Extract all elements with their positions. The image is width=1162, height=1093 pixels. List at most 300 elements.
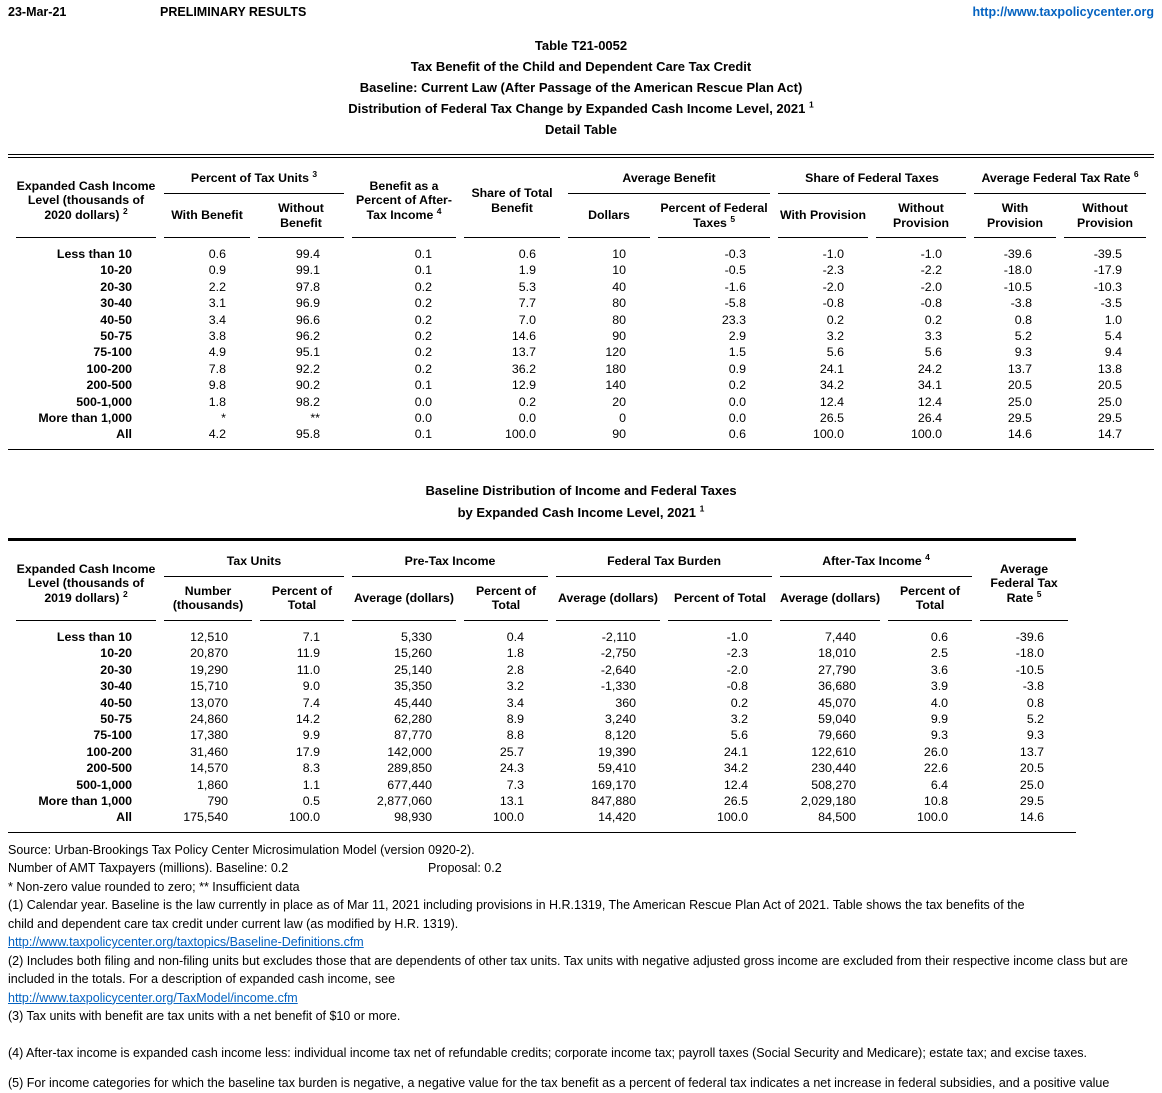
cell-value: 0.2	[730, 695, 749, 710]
col-header-without-provision-share: Without Provision	[876, 194, 966, 238]
cell-value: 3,240	[605, 711, 637, 726]
cell-value: 24.1	[819, 361, 845, 376]
cell-value: 14,420	[598, 810, 637, 825]
cell-value: 3.6	[930, 662, 949, 677]
footnote-2-line-2: included in the totals. For a description of expanded cash income, see	[8, 972, 396, 987]
cell-value: 96.9	[295, 296, 320, 311]
cell-value: 1.8	[208, 394, 226, 409]
cell-value: 26.5	[723, 793, 749, 808]
table-row	[16, 377, 1146, 393]
cell-value: -10.5	[1015, 662, 1045, 677]
cell-value: 0.0	[414, 411, 432, 426]
row-label: 200-500	[86, 378, 132, 393]
cell-value: 7,440	[825, 629, 857, 644]
group-header-percent-tax-units: Percent of Tax Units $^3$	[164, 158, 344, 194]
row-label: 75-100	[93, 728, 132, 743]
cell-value: 0.9	[208, 263, 226, 278]
table-row	[16, 809, 1068, 831]
baseline-distribution-table	[8, 538, 1076, 833]
row-label: 75-100	[93, 345, 132, 360]
cell-value: 34.1	[917, 378, 943, 393]
cell-value: 0.0	[518, 411, 536, 426]
col-header-with-benefit: With Benefit	[164, 194, 250, 238]
row-label: 40-50	[100, 695, 132, 710]
group-header-share-federal-taxes: Share of Federal Taxes	[778, 158, 966, 194]
cell-value: -2,640	[600, 662, 637, 677]
cell-value: 12.9	[511, 378, 536, 393]
table-row	[16, 295, 1146, 311]
col-header-dollars: Dollars	[568, 194, 650, 238]
income-definition-link[interactable]: http://www.taxpolicycenter.org/TaxModel/income.cfm	[8, 990, 298, 1005]
cell-value: 14.7	[1097, 427, 1123, 442]
cell-value: 10.8	[923, 793, 949, 808]
cell-value: 100.0	[288, 810, 320, 825]
cell-value: 7.3	[506, 777, 525, 792]
table-row	[16, 344, 1146, 360]
group-header-pretax-income: Pre-Tax Income	[352, 541, 548, 577]
cell-value: 36.2	[511, 361, 536, 376]
col-header-avg-pretax: Average (dollars)	[352, 577, 456, 621]
cell-value: 5.4	[1104, 329, 1123, 344]
cell-value: 2.2	[208, 279, 226, 294]
row-label: 10-20	[100, 263, 132, 278]
cell-value: 0.6	[208, 247, 226, 261]
group-header-after-tax-income: After-Tax Income $^4$	[780, 541, 972, 577]
cell-value: -2,750	[600, 646, 637, 661]
row-label: More than 1,000	[38, 793, 132, 808]
tax-change-detail-table	[8, 154, 1154, 450]
cell-value: -0.8	[726, 679, 749, 694]
cell-value: 36,680	[818, 679, 857, 694]
col-header-with-provision-rate: With Provision	[974, 194, 1056, 238]
cell-value: 12.4	[723, 777, 749, 792]
footnote-4: (4) After-tax income is expanded cash income less: individual income tax net of refundable credits; corporate income tax; payroll taxes (Social Security and Medicare); estate tax; and excise taxes.	[8, 1045, 1088, 1060]
cell-value: 95.1	[295, 345, 320, 360]
cell-value: 5.6	[826, 345, 845, 360]
cell-value: 23.3	[721, 312, 747, 327]
cell-value: 180	[605, 361, 626, 376]
col-header-percent-total-pretax: Percent of Total	[464, 577, 548, 621]
cell-value: -0.3	[724, 247, 747, 261]
cell-value: 0.2	[414, 296, 432, 311]
col-header-avg-aftertax: Average (dollars)	[780, 577, 880, 621]
title-line-3: Distribution of Federal Tax Change by Expanded Cash Income Level, 2021 $^1$	[348, 99, 814, 116]
cell-value: 29.5	[1019, 793, 1045, 808]
cell-value: 20.5	[1097, 378, 1123, 393]
cell-value: 13.1	[499, 793, 525, 808]
cell-value: 80	[612, 312, 626, 327]
report-date: 23-Mar-21	[8, 5, 67, 19]
row-label: 100-200	[86, 744, 132, 759]
cell-value: 0.2	[414, 345, 432, 360]
table-row	[16, 760, 1068, 776]
cell-value: -10.3	[1093, 279, 1123, 294]
cell-value: 96.2	[295, 329, 320, 344]
cell-value: -0.8	[920, 296, 943, 311]
cell-value: 45,440	[394, 695, 432, 710]
col-header-number-thousands: Number (thousands)	[164, 577, 252, 621]
col-header-with-provision-share: With Provision	[778, 194, 868, 238]
cell-value: 3.3	[924, 329, 943, 344]
cell-value: 122,610	[811, 744, 857, 759]
cell-value: 25,140	[394, 662, 432, 677]
cell-value: 0.2	[414, 329, 432, 344]
site-url-link[interactable]: http://www.taxpolicycenter.org	[972, 5, 1154, 19]
cell-value: 100.0	[917, 810, 949, 825]
cell-value: -39.6	[1015, 629, 1045, 644]
cell-value: 29.5	[1007, 411, 1033, 426]
cell-value: -1.0	[920, 247, 943, 261]
row-label: 20-30	[100, 662, 132, 677]
table-row	[16, 777, 1068, 793]
col-header-benefit-pct-after-tax-income: Benefit as a Percent of After-Tax Income $^4$	[352, 158, 456, 238]
cell-value: 13.7	[1007, 361, 1033, 376]
cell-value: 100.0	[493, 810, 525, 825]
table-row	[16, 328, 1146, 344]
row-label: Less than 10	[56, 629, 132, 644]
cell-value: 9.3	[1014, 345, 1033, 360]
income-definition-link-row	[8, 989, 1154, 1008]
col-header-percent-total-burden: Percent of Total	[668, 577, 772, 621]
cell-value: 1.0	[1104, 312, 1123, 327]
cell-value: 0.1	[414, 378, 432, 393]
cell-value: -2,110	[601, 629, 637, 644]
cell-value: -1,330	[600, 679, 637, 694]
title-line-4: Detail Table	[544, 122, 617, 137]
group-header-avg-federal-tax-rate: Average Federal Tax Rate $^6$	[974, 158, 1146, 194]
row-label: 40-50	[100, 312, 132, 327]
cell-value: 2,029,180	[800, 793, 857, 808]
cell-value: 3.9	[930, 679, 949, 694]
cell-value: 3.2	[826, 329, 845, 344]
cell-value: 3.2	[506, 679, 525, 694]
cell-value: 12,510	[190, 629, 228, 644]
cell-value: 0.5	[302, 793, 320, 808]
cell-value: 17.9	[295, 744, 320, 759]
table-row	[16, 744, 1068, 760]
cell-value: 31,460	[190, 744, 228, 759]
footnote-5: (5) For income categories for which the baseline tax burden is negative, a negative value for the tax benefit as a percent of federal tax indicates a net increase in federal subsidies, and a positive value	[8, 1076, 1110, 1091]
cell-value: 0.6	[728, 427, 747, 442]
cell-value: 11.9	[296, 646, 320, 661]
baseline-title-line-1: Baseline Distribution of Income and Federal Taxes	[425, 482, 737, 498]
cell-value: 92.2	[295, 361, 320, 376]
cell-value: 12.4	[917, 394, 943, 409]
asterisk-note: * Non-zero value rounded to zero; ** Insufficient data	[8, 879, 300, 894]
col-header-percent-federal-taxes: Percent of Federal Taxes $^5$	[658, 194, 770, 238]
table-row	[16, 262, 1146, 278]
cell-value: 230,440	[811, 761, 857, 776]
row-label: Less than 10	[56, 247, 132, 261]
cell-value: 5,330	[400, 629, 432, 644]
cell-value: 18,010	[818, 646, 857, 661]
cell-value: 3.2	[730, 711, 749, 726]
cell-value: 14,570	[190, 761, 228, 776]
cell-value: 0.0	[728, 394, 747, 409]
cell-value: 1.9	[518, 263, 536, 278]
table-row	[16, 621, 1068, 645]
table-row	[16, 678, 1068, 694]
footnote-3: (3) Tax units with benefit are tax units with a net benefit of $10 or more.	[8, 1009, 401, 1024]
cell-value: -39.6	[1003, 247, 1033, 261]
table-row	[16, 361, 1146, 377]
cell-value: 120	[605, 345, 626, 360]
cell-value: 508,270	[811, 777, 857, 792]
cell-value: 12.4	[819, 394, 845, 409]
cell-value: 289,850	[387, 761, 432, 776]
cell-value: 99.1	[295, 263, 320, 278]
table-row	[16, 279, 1146, 295]
title-line-2: Baseline: Current Law (After Passage of the American Rescue Plan Act)	[359, 80, 803, 95]
cell-value: 90	[612, 329, 626, 344]
cell-value: 7.1	[302, 629, 320, 644]
cell-value: 97.8	[295, 279, 320, 294]
cell-value: 5.3	[518, 279, 536, 294]
col-header-income-level-2: Expanded Cash Income Level (thousands of 2019 dollars) $^2$	[16, 541, 156, 621]
row-label: All	[116, 810, 132, 825]
cell-value: 0.9	[728, 361, 747, 376]
row-label: More than 1,000	[38, 411, 132, 426]
table-row	[16, 727, 1068, 743]
cell-value: 84,500	[818, 810, 857, 825]
cell-value: -2.3	[726, 646, 749, 661]
cell-value: 5.2	[1014, 329, 1033, 344]
cell-value: 8.9	[506, 711, 525, 726]
cell-value: 7.7	[518, 296, 536, 311]
cell-value: 100.0	[504, 427, 536, 442]
table-row	[16, 793, 1068, 809]
cell-value: 0.0	[728, 411, 747, 426]
cell-value: 4.2	[208, 427, 226, 442]
cell-value: 6.4	[930, 777, 949, 792]
cell-value: 40	[612, 279, 626, 294]
cell-value: 3.4	[506, 695, 525, 710]
cell-value: -10.5	[1003, 279, 1033, 294]
cell-value: -17.9	[1093, 263, 1123, 278]
cell-value: **	[310, 411, 320, 426]
preliminary-results-label: PRELIMINARY RESULTS	[160, 5, 307, 19]
table-row	[16, 711, 1068, 727]
row-label: 200-500	[86, 761, 132, 776]
row-label: 10-20	[100, 646, 132, 661]
cell-value: 677,440	[387, 777, 432, 792]
cell-value: 100.0	[813, 427, 845, 442]
cell-value: 5.6	[730, 728, 749, 743]
table-row	[16, 238, 1146, 262]
cell-value: 79,660	[818, 728, 857, 743]
col-header-percent-total-aftertax: Percent of Total	[888, 577, 972, 621]
cell-value: 1.1	[302, 777, 320, 792]
cell-value: 142,000	[387, 744, 432, 759]
table-row	[16, 312, 1146, 328]
baseline-table-title	[0, 480, 1162, 524]
cell-value: 0.2	[414, 361, 432, 376]
row-label: 50-75	[100, 711, 132, 726]
title-line-1: Tax Benefit of the Child and Dependent Care Tax Credit	[410, 59, 752, 74]
table-row	[16, 410, 1146, 426]
cell-value: 5.2	[1026, 711, 1045, 726]
cell-value: -2.3	[822, 263, 845, 278]
cell-value: 59,040	[818, 711, 857, 726]
cell-value: -39.5	[1093, 247, 1123, 261]
cell-value: 0.2	[826, 312, 845, 327]
footnotes-section	[0, 833, 1162, 1093]
cell-value: 9.4	[1104, 345, 1123, 360]
cell-value: 29.5	[1097, 411, 1123, 426]
cell-value: 13.7	[1019, 744, 1045, 759]
cell-value: 11.0	[296, 662, 320, 677]
cell-value: 25.0	[1097, 394, 1123, 409]
cell-value: -3.8	[1010, 296, 1033, 311]
cell-value: 169,170	[591, 777, 637, 792]
table-row	[16, 645, 1068, 661]
row-label: 20-30	[100, 279, 132, 294]
cell-value: 90	[612, 427, 626, 442]
cell-value: 35,350	[394, 679, 432, 694]
cell-value: 1.5	[728, 345, 747, 360]
cell-value: 22.6	[923, 761, 949, 776]
row-label: All	[116, 427, 132, 442]
cell-value: 15,260	[394, 646, 432, 661]
cell-value: 14.6	[511, 329, 536, 344]
cell-value: 7.4	[302, 695, 320, 710]
footnote-1-line-2: child and dependent care tax credit under current law (as modified by H.R. 1319).	[8, 916, 459, 931]
cell-value: 14.6	[1007, 427, 1033, 442]
group-header-average-benefit: Average Benefit	[568, 158, 770, 194]
cell-value: 0.8	[1026, 695, 1045, 710]
cell-value: 19,290	[190, 662, 228, 677]
cell-value: 9.8	[208, 378, 226, 393]
cell-value: 14.2	[295, 711, 320, 726]
cell-value: 13.8	[1097, 361, 1123, 376]
cell-value: 0.6	[518, 247, 536, 261]
cell-value: 24.2	[917, 361, 943, 376]
cell-value: 0.8	[1014, 312, 1033, 327]
cell-value: 0.2	[518, 394, 536, 409]
cell-value: 27,790	[818, 662, 857, 677]
cell-value: 13,070	[190, 695, 228, 710]
cell-value: 3.1	[208, 296, 226, 311]
cell-value: -3.8	[1022, 679, 1045, 694]
cell-value: 790	[207, 793, 228, 808]
cell-value: 9.9	[302, 728, 320, 743]
cell-value: 4.0	[930, 695, 949, 710]
cell-value: -0.8	[822, 296, 845, 311]
cell-value: 2.8	[506, 662, 525, 677]
cell-value: 1.8	[506, 646, 525, 661]
cell-value: 0.4	[506, 629, 525, 644]
cell-value: -2.0	[920, 279, 943, 294]
baseline-title-line-2: by Expanded Cash Income Level, 2021 $^1$	[457, 503, 705, 520]
cell-value: 98.2	[295, 394, 320, 409]
cell-value: 0.2	[924, 312, 943, 327]
cell-value: 847,880	[591, 793, 637, 808]
col-header-without-provision-rate: Without Provision	[1064, 194, 1146, 238]
cell-value: 7.8	[208, 361, 226, 376]
cell-value: 10	[612, 263, 626, 278]
cell-value: -1.0	[726, 629, 749, 644]
cell-value: 13.7	[511, 345, 536, 360]
cell-value: 15,710	[190, 679, 228, 694]
cell-value: 25.7	[499, 744, 525, 759]
cell-value: 24.3	[499, 761, 525, 776]
top-header-bar	[0, 0, 1162, 19]
amt-taxpayers-note: Number of AMT Taxpayers (millions). Baseline: 0.2 Proposal: 0.2	[8, 861, 502, 876]
cell-value: 99.4	[295, 247, 320, 261]
cell-value: 8.8	[506, 728, 525, 743]
source-note: Source: Urban-Brookings Tax Policy Center Microsimulation Model (version 0920-2).	[8, 842, 475, 857]
cell-value: 20,870	[190, 646, 228, 661]
cell-value: 17,380	[190, 728, 228, 743]
cell-value: -3.5	[1100, 296, 1123, 311]
cell-value: 96.6	[295, 312, 320, 327]
baseline-definitions-link[interactable]: http://www.taxpolicycenter.org/taxtopics/Baseline-Definitions.cfm	[8, 935, 364, 950]
cell-value: -1.0	[822, 247, 845, 261]
cell-value: 2.9	[728, 329, 747, 344]
row-label: 500-1,000	[76, 777, 132, 792]
cell-value: -0.5	[724, 263, 747, 278]
cell-value: 24,860	[190, 711, 228, 726]
cell-value: -18.0	[1003, 263, 1033, 278]
col-header-avg-federal-tax-rate: Average Federal Tax Rate $^5$	[980, 541, 1068, 621]
cell-value: 45,070	[818, 695, 857, 710]
cell-value: 59,410	[598, 761, 637, 776]
cell-value: 0.2	[414, 279, 432, 294]
cell-value: 0.6	[930, 629, 949, 644]
group-header-tax-units: Tax Units	[164, 541, 344, 577]
col-header-avg-burden: Average (dollars)	[556, 577, 660, 621]
row-label: 100-200	[86, 361, 132, 376]
cell-value: -2.0	[822, 279, 845, 294]
row-label: 50-75	[100, 329, 132, 344]
col-header-income-level: Expanded Cash Income Level (thousands of 2020 dollars) $^2$	[16, 158, 156, 238]
table-row	[16, 662, 1068, 678]
table-row	[16, 695, 1068, 711]
col-header-share-of-total-benefit: Share of Total Benefit	[464, 158, 560, 238]
cell-value: 20.5	[1007, 378, 1033, 393]
cell-value: 20	[612, 394, 626, 409]
footnote-ref-1: 1	[808, 99, 814, 110]
cell-value: 9.3	[1026, 728, 1045, 743]
cell-value: 19,390	[598, 744, 637, 759]
cell-value: 1,860	[196, 777, 228, 792]
cell-value: 14.6	[1019, 810, 1045, 825]
cell-value: 7.0	[518, 312, 536, 327]
cell-value: 2.5	[930, 646, 949, 661]
footnote-2-line-1: (2) Includes both filing and non-filing units but excludes those that are dependents of other tax units. Tax units with negative adjusted gross income are excluded from their respective income class but are	[8, 953, 1128, 968]
cell-value: 26.4	[917, 411, 943, 426]
cell-value: 8.3	[302, 761, 320, 776]
cell-value: 2,877,060	[376, 793, 432, 808]
cell-value: 0.2	[414, 312, 432, 327]
group-header-federal-tax-burden: Federal Tax Burden	[556, 541, 772, 577]
cell-value: 10	[612, 247, 626, 261]
cell-value: 0	[619, 411, 626, 426]
table-number: Table T21-0052	[534, 38, 628, 53]
cell-value: 3.4	[208, 312, 226, 327]
row-label: 30-40	[100, 296, 132, 311]
amt-proposal-value: Proposal: 0.2	[428, 861, 502, 876]
cell-value: 9.3	[930, 728, 949, 743]
cell-value: 140	[605, 378, 626, 393]
cell-value: 98,930	[394, 810, 432, 825]
cell-value: 100.0	[911, 427, 943, 442]
cell-value: 26.5	[819, 411, 845, 426]
cell-value: 0.0	[414, 394, 432, 409]
cell-value: 25.0	[1019, 777, 1045, 792]
col-header-percent-total-units: Percent of Total	[260, 577, 344, 621]
cell-value: 90.2	[295, 378, 320, 393]
